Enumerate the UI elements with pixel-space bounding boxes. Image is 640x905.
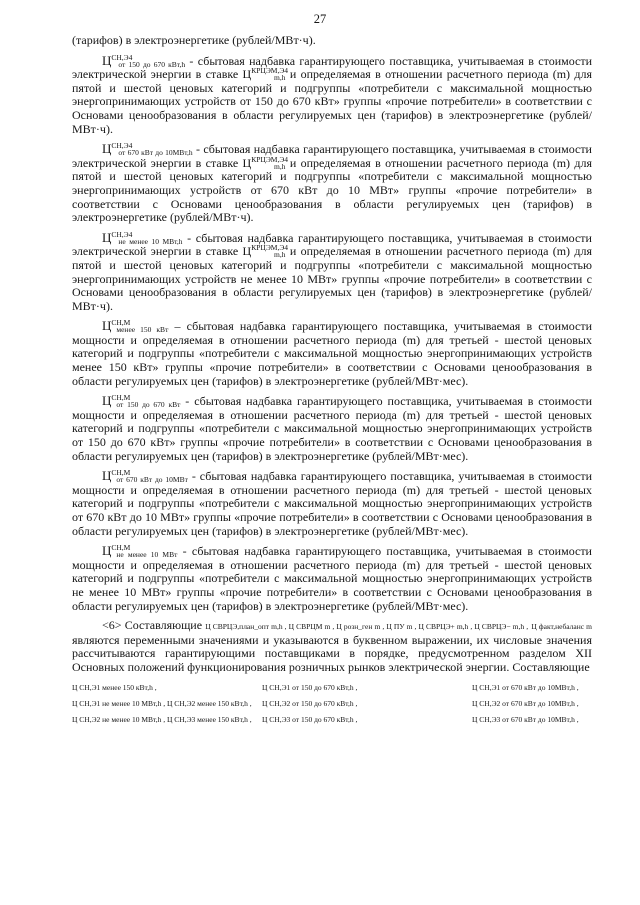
section-6-terms: Ц СВРЦЭ,план_опт m,h , Ц СВРЦМ m , Ц розн_ген m , Ц ПУ m , Ц СВРЦЭ+ m,h , Ц СВРЦЭ− m,h , [205, 622, 529, 632]
formula-symbol: $Ц^{СН,М}_{от 670 кВт до 10МВт}$ [102, 468, 188, 485]
paragraph-m-10: $Ц^{СН,М}_{не менее 10 МВт}$ - сбытовая надбавка гарантирующего поставщика, учитываемая в стоимости мощности и определяемая в отношении расчетного периода (m) для третьей - шестой ценовых категорий и подгруппы «потребители с максимальной мощностью энергопринимающих устройств не менее 10 МВт» группы «прочие потребители» в соответствии с Основами ценообразования в области регулируемых цен (тарифов) в электроэнергетике (рублей/МВт·мес). [72, 543, 592, 613]
paragraph-e4-150-670: $Ц^{СН,Э4}_{от 150 до 670 кВт,h}$ - сбытовая надбавка гарантирующего поставщика, учитываемая в стоимости электрической энергии в ставке $Ц^{КРЦЭМ,Э4}_{m,h}$ и определяемая в отношении расчетного периода (m) для пятой и шестой ценовых категорий и подгруппы «потребители с максимальной мощностью энергопринимающих устройств от 150 до 670 кВт» группы «прочие потребители» в соответствии с Основами ценообразования в области регулируемых цен (тарифов) в электроэнергетике (рублей/МВт·ч). [72, 52, 592, 136]
formula-symbol: $Ц^{СН,М}_{от 150 до 670 кВт}$ [102, 393, 181, 410]
paragraph-e4-10: $Ц^{СН,Э4}_{не менее 10 МВт,h}$ - сбытовая надбавка гарантирующего поставщика, учитываемая в стоимости электрической энергии в ставке $Ц^{КРЦЭМ,Э4}_{m,h}$ и определяемая в отношении расчетного периода (m) для пятой и шестой ценовых категорий и подгруппы «потребители с максимальной мощностью энергопринимающих устройств не менее 10 МВт» группы «прочие потребители» в соответствии с Основами ценообразования в области регулируемых цен (тарифов) в электроэнергетике (рублей/МВт·ч). [72, 229, 592, 313]
intro-line: (тарифов) в электроэнергетике (рублей/МВт·ч). [72, 33, 316, 47]
list-item: Ц СН,Э1 от 670 кВт до 10МВт,h , [472, 682, 579, 692]
formula-symbol: $Ц^{СН,Э4}_{от 150 до 670 кВт,h}$ [102, 52, 186, 69]
paragraph-e4-670-10: $Ц^{СН,Э4}_{от 670 кВт до 10МВт,h}$ - сбытовая надбавка гарантирующего поставщика, учитываемая в стоимости электрической энергии в ставке $Ц^{КРЦЭМ,Э4}_{m,h}$ и определяемая в отношении расчетного периода (m) для пятой и шестой ценовых категорий и подгруппы «потребители с максимальной мощностью энергопринимающих устройств от 670 кВт до 10 МВт» группы «прочие потребители» в соответствии с Основами ценообразования в области регулируемых цен (тарифов) в электроэнергетике (рублей/МВт·ч). [72, 141, 592, 225]
formula-symbol: $Ц^{СН,М}_{менее 150 кВт}$ [102, 318, 169, 335]
formula-symbol: $^{КРЦЭМ,Э4}_{m,h}$ [251, 154, 289, 171]
paragraph-m-150: $Ц^{СН,М}_{менее 150 кВт}$ – сбытовая надбавка гарантирующего поставщика, учитываемая в стоимости мощности и определяемая в отношении расчетного периода (m) для третьей - шестой ценовых категорий и подгруппы «потребители с максимальной мощностью энергопринимающих устройств менее 150 кВт» группы «прочие потребители» в соответствии с Основами ценообразования в области регулируемых цен (тарифов) в электроэнергетике (рублей/МВт·мес). [72, 318, 592, 388]
paragraph-m-150-670: $Ц^{СН,М}_{от 150 до 670 кВт}$ - сбытовая надбавка гарантирующего поставщика, учитываемая в стоимости мощности и определяемая в отношении расчетного периода (m) для третьей - шестой ценовых категорий и подгруппы «потребители с максимальной мощностью энергопринимающих устройств от 150 до 670 кВт» группы «прочие потребители» в соответствии с Основами ценообразования в области регулируемых цен (тарифов) в электроэнергетике (рублей/МВт·мес). [72, 393, 592, 463]
list-item: Ц СН,Э3 от 150 до 670 кВт,h , [262, 714, 358, 724]
section-6-text: являются переменными значениями и указываются в буквенном выражении, их числовые значения рассчитываются гарантирующими поставщиками в порядке, предусмотренном разделом XII Основных положений функционирования розничных рынков электрической энергии. Составляющие [72, 632, 592, 674]
list-item: Ц СН,Э2 не менее 10 МВт,h , Ц СН,Э3 менее 150 кВт,h , [72, 714, 252, 724]
list-item: Ц СН,Э2 от 150 до 670 кВт,h , [262, 698, 358, 708]
section-6-prefix: <6> Составляющие [102, 618, 206, 633]
list-item: Ц СН,Э1 менее 150 кВт,h , [72, 682, 157, 692]
section-6 [72, 619, 592, 674]
section-6-term-last: Ц факт,небаланс m [531, 622, 593, 632]
formula-symbol: $^{КРЦЭМ,Э4}_{m,h}$ [251, 66, 289, 83]
component-list [72, 681, 592, 726]
formula-symbol: $Ц^{СН,Э4}_{от 670 кВт до 10МВт,h}$ [102, 141, 193, 158]
formula-symbol: $Ц^{СН,Э4}_{не менее 10 МВт,h}$ [102, 229, 183, 246]
document-body [72, 34, 592, 726]
formula-symbol: $^{КРЦЭМ,Э4}_{m,h}$ [251, 243, 289, 260]
page-number: 27 [313, 12, 327, 26]
list-item: Ц СН,Э2 от 670 кВт до 10МВт,h , [472, 698, 579, 708]
list-item: Ц СН,Э1 от 150 до 670 кВт,h , [262, 682, 358, 692]
paragraph-m-670-10: $Ц^{СН,М}_{от 670 кВт до 10МВт}$ - сбытовая надбавка гарантирующего поставщика, учитываемая в стоимости мощности и определяемая в отношении расчетного периода (m) для третьей - шестой ценовых категорий и подгруппы «потребители с максимальной мощностью энергопринимающих устройств от 670 кВт до 10 МВт» группы «прочие потребители» в соответствии с Основами ценообразования в области регулируемых цен (тарифов) в электроэнергетике (рублей/МВт·мес). [72, 468, 592, 538]
formula-symbol: $Ц^{СН,М}_{не менее 10 МВт}$ [102, 543, 178, 560]
list-item: Ц СН,Э3 от 670 кВт до 10МВт,h , [472, 714, 579, 724]
list-item: Ц СН,Э1 не менее 10 МВт,h , Ц СН,Э2 менее 150 кВт,h , [72, 698, 252, 708]
